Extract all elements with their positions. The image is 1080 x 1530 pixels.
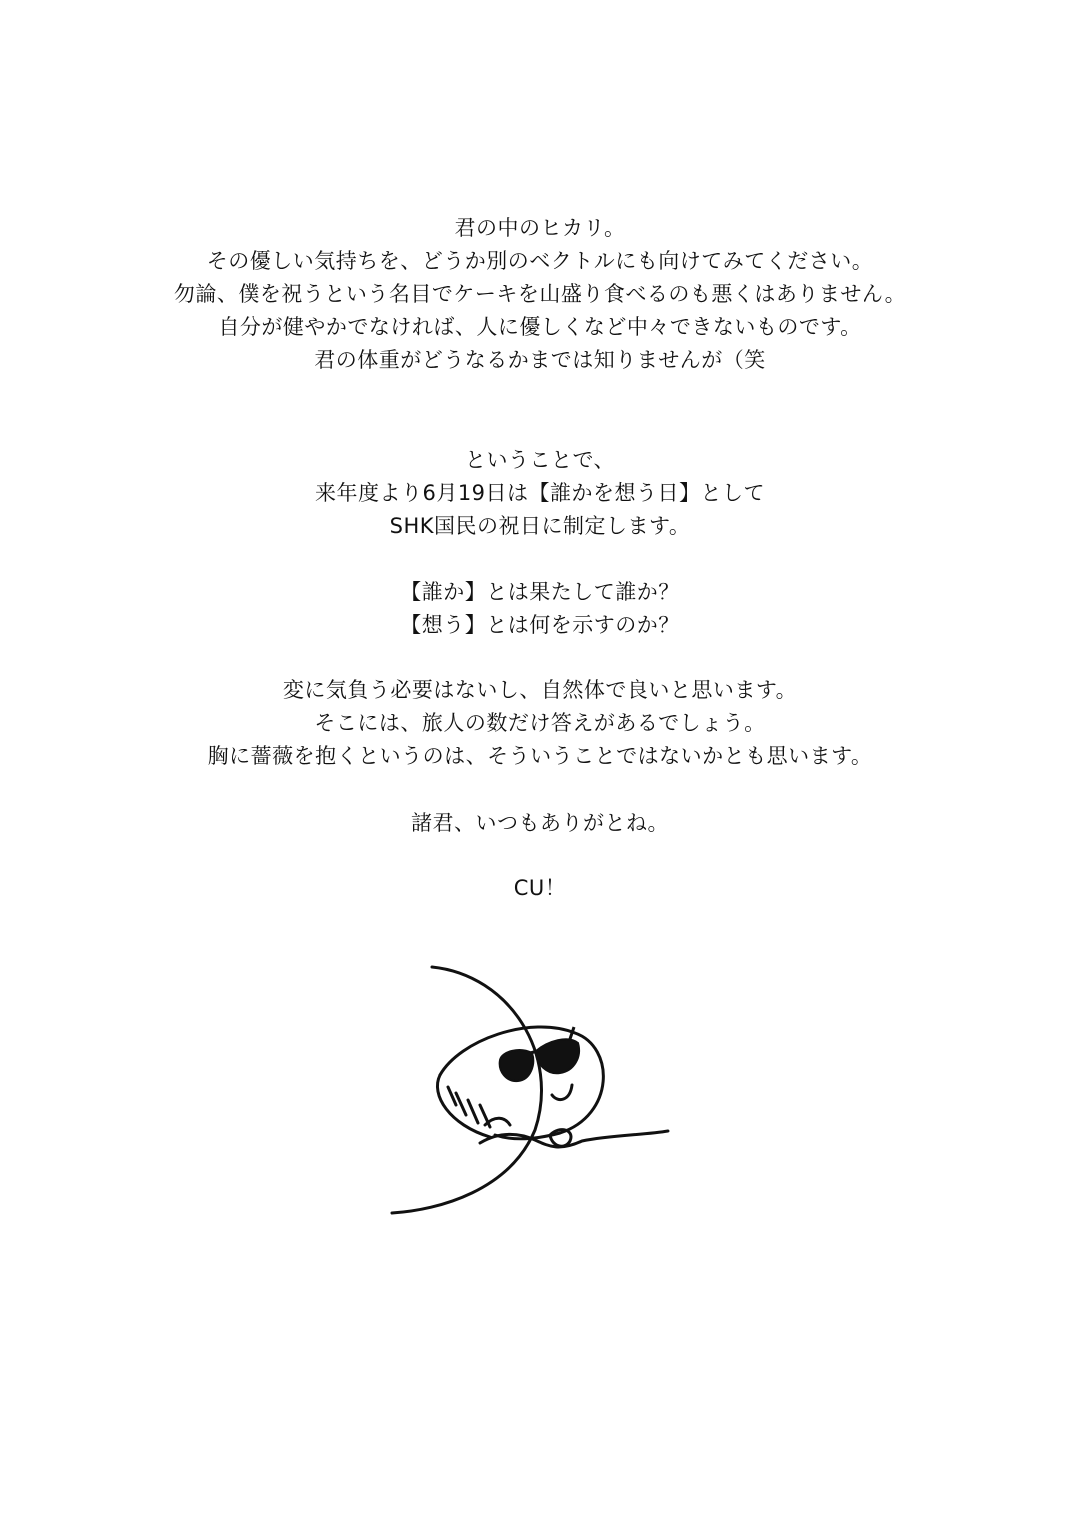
text-line: ということで、 — [464, 448, 616, 472]
text-line: 君の中のヒカリ。 — [454, 216, 626, 240]
text-line: 来年度より6月19日は【誰かを想う日】として — [314, 481, 766, 505]
text-line: 勿論、僕を祝うという名目でケーキを山盛り食べるのも悪くはありません。 — [173, 282, 907, 306]
paragraph-reflection — [0, 674, 1080, 773]
signature-hair — [456, 1093, 466, 1115]
text-line: SHK国民の祝日に制定します。 — [389, 514, 691, 538]
signature-face-curve — [437, 1075, 490, 1137]
text-line: 変に気負う必要はないし、自然体で良いと思います。 — [282, 678, 798, 702]
text-line: その優しい気持ちを、どうか別のベクトルにも向けてみてください。 — [206, 249, 874, 273]
text-line: CU！ — [513, 876, 567, 900]
paragraph-hikari — [0, 212, 1080, 377]
signature-doodle-icon — [360, 955, 680, 1225]
text-line: 胸に薔薇を抱くというのは、そういうことではないかとも思います。 — [207, 744, 873, 768]
text-line: 諸君、いつもありがとね。 — [411, 811, 669, 835]
paragraph-holiday-announcement — [0, 444, 1080, 543]
signoff — [0, 872, 1080, 905]
paragraph-questions — [0, 576, 1080, 642]
text-line: 【誰か】とは果たして誰か？ — [400, 580, 680, 604]
closing-thanks — [0, 807, 1080, 840]
text-line: そこには、旅人の数だけ答えがあるでしょう。 — [314, 711, 766, 735]
signature-smile — [552, 1085, 572, 1100]
signature-hair — [448, 1087, 456, 1105]
text-line: 【想う】とは何を示すのか？ — [400, 613, 680, 637]
text-line: 自分が健やかでなければ、人に優しくなど中々できないものです。 — [218, 315, 862, 339]
signature-hair — [468, 1100, 478, 1123]
signature-arc — [392, 967, 541, 1213]
text-line: 君の体重がどうなるかまでは知りませんが（笑 — [314, 348, 766, 372]
